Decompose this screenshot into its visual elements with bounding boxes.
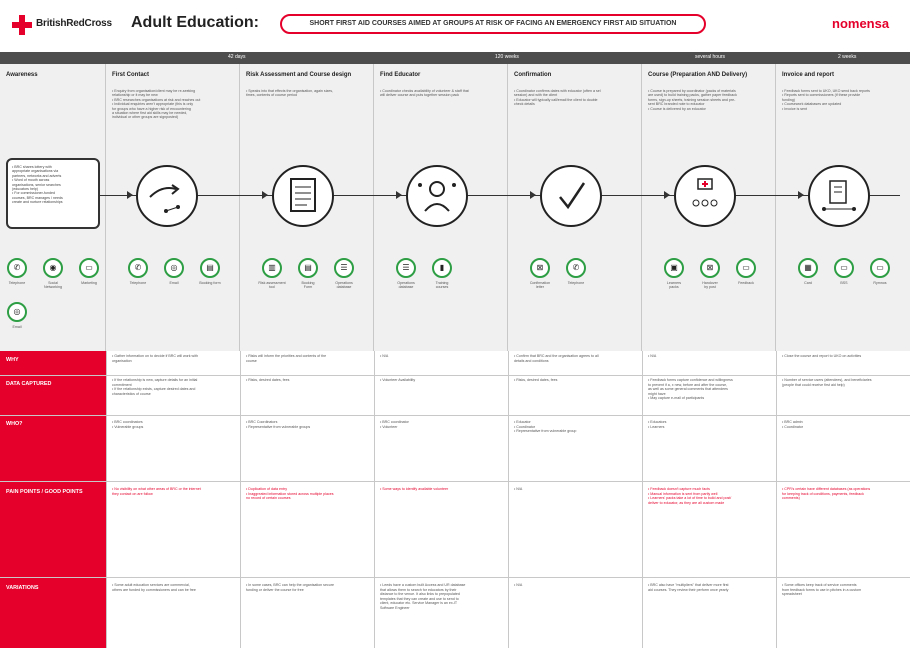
table-cell: • N/A <box>514 583 523 587</box>
first-contact-illustration-icon <box>136 165 198 227</box>
stage-description: • Feedback forms sent to UKO, UKO send back reports • Reports sent to commissioners (if these provide funding) • Coursework databases are updated • Invoice is sent <box>782 89 870 111</box>
table-cell: • Close the course and report to UKO on activities <box>782 354 862 358</box>
card-icon: ▦ <box>798 258 818 278</box>
stage-description: • Enquiry from organisation/client may be re-seeking relationship or it may be new • BRC researches organisations at risk and reaches out • Individual enquiries aren't appropriate (this is only for groups who have a higher risk of encountering a situation where first aid skills may be needed, individual or other groups are signposted) <box>112 89 201 120</box>
row-label-variations: VARIATIONS <box>6 585 39 591</box>
arrow-icon <box>798 191 804 199</box>
table-cell: • If the relationship is new, capture details for an initial commitment • If the relationship exists, capture desired dates and characteristics of course <box>112 378 198 396</box>
table-cell: • Feedback forms capture confidence and willingness to prevent if a, x new, before and after the course, as well as some general comments that attendees might have • May capture e-mail of participants <box>648 378 733 401</box>
table-cell: • CPR's certain have different databases (as operations for keeping track of conditions, payments, feedback comments) <box>782 487 871 501</box>
book-icon: ▮ <box>432 258 452 278</box>
stage-title: Risk Assessment and Course design <box>246 72 352 78</box>
channel-label: Operations database <box>397 281 415 289</box>
divider <box>776 351 777 648</box>
timeline-label: 2 weeks <box>838 54 857 60</box>
stage-description: • Speaks into that effects the organisation, again sizes, times, contents of course period <box>246 89 334 98</box>
stage-description: • Course is prepared by coordinator (packs of materials are used) to build training packs, gather paper feedback forms, sign-up sheets, training session sheets and pre- sent BRC branded note to educator • Course is delivered by an educator <box>648 89 737 111</box>
channel-label: Booking form <box>199 281 221 285</box>
stage-title: Confirmation <box>514 72 552 78</box>
table-cell: • BRC also have "multipliers" that deliver more first aid courses. They review their perform once yearly <box>648 583 729 592</box>
table-cell: • N/A <box>648 354 657 358</box>
channel-label: Telephone <box>567 281 585 285</box>
page-title: Adult Education: <box>131 14 259 31</box>
channel-label: Email <box>12 325 22 329</box>
channel-label: Learners packs <box>666 281 682 289</box>
arrow-icon <box>262 191 268 199</box>
risk-assessment-illustration-icon <box>272 165 334 227</box>
channel-label: Telephone <box>8 281 26 285</box>
table-cell: • Gather information on to decide if BRC will work with organisation <box>112 354 198 363</box>
row-label-data-captured: DATA CAPTURED <box>6 381 52 387</box>
awareness-box: • BRC shares lottery with appropriate organisations via partners, networks and adverts • Word of mouth across organisations, senior searches (educators help) • For commissioner-funded courses, BRC manages / needs create and nurture relationships <box>6 158 100 229</box>
table-cell: • BRC coordinators • Vulnerable groups <box>112 420 144 429</box>
row-divider <box>0 481 910 482</box>
row-label-why: WHY <box>6 357 19 363</box>
channel-label: Telephone <box>129 281 147 285</box>
phone-icon: ✆ <box>128 258 148 278</box>
channel-label: Training courses <box>435 281 449 289</box>
table-cell: • Educator • Coordinator • Representative from vulnerable group <box>514 420 577 434</box>
find-educator-illustration-icon <box>406 165 468 227</box>
table-cell: • In some cases, BRC can help the organisation secure funding or deliver the course for free <box>246 583 334 592</box>
channel-label: Operations database <box>335 281 353 289</box>
phone-icon: ✆ <box>7 258 27 278</box>
row-label-who: WHO? <box>6 421 23 427</box>
table-cell: • BRC Coordinators • Representative from vulnerable groups <box>246 420 311 429</box>
table-cell: • N/A <box>514 487 523 491</box>
table-cell: • Confirm that BRC and the organisation agrees to all details and conditions <box>514 354 599 363</box>
timeline-label: 42 days <box>228 54 246 60</box>
timeline-label: several hours <box>695 54 726 60</box>
header <box>0 0 910 50</box>
row-divider <box>0 415 910 416</box>
pack-icon: ▣ <box>664 258 684 278</box>
laptop-icon: ▭ <box>870 258 890 278</box>
channel-label: Email <box>169 281 179 285</box>
table-cell: • Risks will inform the priorities and contents of the course <box>246 354 327 363</box>
row-label-pain-points: PAIN POINTS / GOOD POINTS <box>6 489 83 495</box>
form-icon: ▤ <box>200 258 220 278</box>
arrow-icon <box>664 191 670 199</box>
divider <box>508 351 509 648</box>
arrow-icon <box>396 191 402 199</box>
timeline-label: 120 weeks <box>495 54 519 60</box>
table-cell: • Feedback doesn't capture much facts • Manual information is sent from partly well • Learners' packs take a lot of time to build and post/ deliver to educator, as they are all custom made <box>648 487 732 505</box>
stage-title: Awareness <box>6 72 38 78</box>
table-cell: • Risks, desired dates, fees <box>514 378 558 382</box>
channel-label: Confirmation letter <box>529 281 551 289</box>
table-cell: • Risks, desired dates, fees <box>246 378 290 382</box>
database-icon: ☰ <box>396 258 416 278</box>
arrow-icon <box>127 191 133 199</box>
divider <box>642 351 643 648</box>
channel-label: BSS <box>840 281 848 285</box>
stage-description: • Coordinator confirms dates with educator (often a sel session) and with the client • Educator will typically call/email the client to double check details <box>514 89 601 107</box>
channel-label: Feedback <box>738 281 754 285</box>
table-cell: • Some adult education services are commercial, others are funded by commissioners and can be free <box>112 583 196 592</box>
laptop-icon: ▭ <box>834 258 854 278</box>
partner-logo: nomensa <box>832 16 890 31</box>
page-subtitle: SHORT FIRST AID COURSES AIMED AT GROUPS AT RISK OF FACING AN EMERGENCY FIRST AID SITUATION <box>280 14 706 34</box>
confirmation-check-icon <box>540 165 602 227</box>
channel-label: Card <box>804 281 812 285</box>
row-divider <box>0 375 910 376</box>
course-illustration-icon <box>674 165 736 227</box>
phone-icon: ✆ <box>566 258 586 278</box>
wifi-icon: ◉ <box>43 258 63 278</box>
letter-icon: ⊠ <box>700 258 720 278</box>
stage-title: Invoice and report <box>782 72 835 78</box>
table-cell: • Number of service users (attendees), and beneficiaries (people that could receive first aid help) <box>782 378 872 387</box>
table-cell: • Educators • Learners <box>648 420 667 429</box>
divider <box>240 351 241 648</box>
stage-title: First Contact <box>112 72 150 78</box>
stage-title: Find Educator <box>380 72 421 78</box>
stage-description: • Coordinator checks availability of volunteer & staff that will deliver course and puts together session pack <box>380 89 469 98</box>
divider <box>374 351 375 648</box>
email-icon: ◎ <box>164 258 184 278</box>
tv-icon: ▭ <box>79 258 99 278</box>
channel-label: Risk assessment tool <box>258 281 286 289</box>
chart-icon: ▥ <box>262 258 282 278</box>
table-cell: • Volunteer Availability <box>380 378 416 382</box>
letter-icon: ⊠ <box>530 258 550 278</box>
table-cell: • BRC coordinator • Volunteer <box>380 420 409 429</box>
form-icon: ▤ <box>298 258 318 278</box>
red-cross-logo-icon <box>12 15 32 35</box>
channel-label: Social Networking <box>44 281 62 289</box>
channel-label: Rymnos <box>873 281 887 285</box>
timeline-bar <box>0 52 910 64</box>
invoice-illustration-icon <box>808 165 870 227</box>
laptop-icon: ▭ <box>736 258 756 278</box>
divider <box>106 351 107 648</box>
database-icon: ☰ <box>334 258 354 278</box>
flow-line <box>100 195 900 196</box>
email-icon: ◎ <box>7 302 27 322</box>
table-cell: • No visibility on what other areas of BRC or the internet they contact on are follow <box>112 487 201 496</box>
table-cell: • Some ways to identify available volunteer <box>380 487 449 491</box>
channel-label: Handover by post <box>702 281 718 289</box>
row-divider <box>0 577 910 578</box>
channel-label: Booking Form <box>301 281 315 289</box>
table-cell: • BRC admin • Coordinator <box>782 420 804 429</box>
table-cell: • Some offices keep track of service comments from feedback forms to use in pitches in a custom spreadsheet <box>782 583 862 597</box>
table-cell: • Leeds have a custom built Access and UR database that allows them to search for educators by their distance to the venue. It also links to prepopulated templates that they can create and use to send to client, educator etc. Service Manager is an ex-IT Software Engineer <box>380 583 466 610</box>
arrow-icon <box>530 191 536 199</box>
brand-name: BritishRedCross <box>36 18 112 29</box>
table-cell: • Duplication of data entry • Inaggreated information stored across multiple places no record of certain courses <box>246 487 334 501</box>
channel-label: Marketing <box>81 281 97 285</box>
stage-title: Course (Preparation AND Delivery) <box>648 72 748 78</box>
table-cell: • N/A <box>380 354 389 358</box>
